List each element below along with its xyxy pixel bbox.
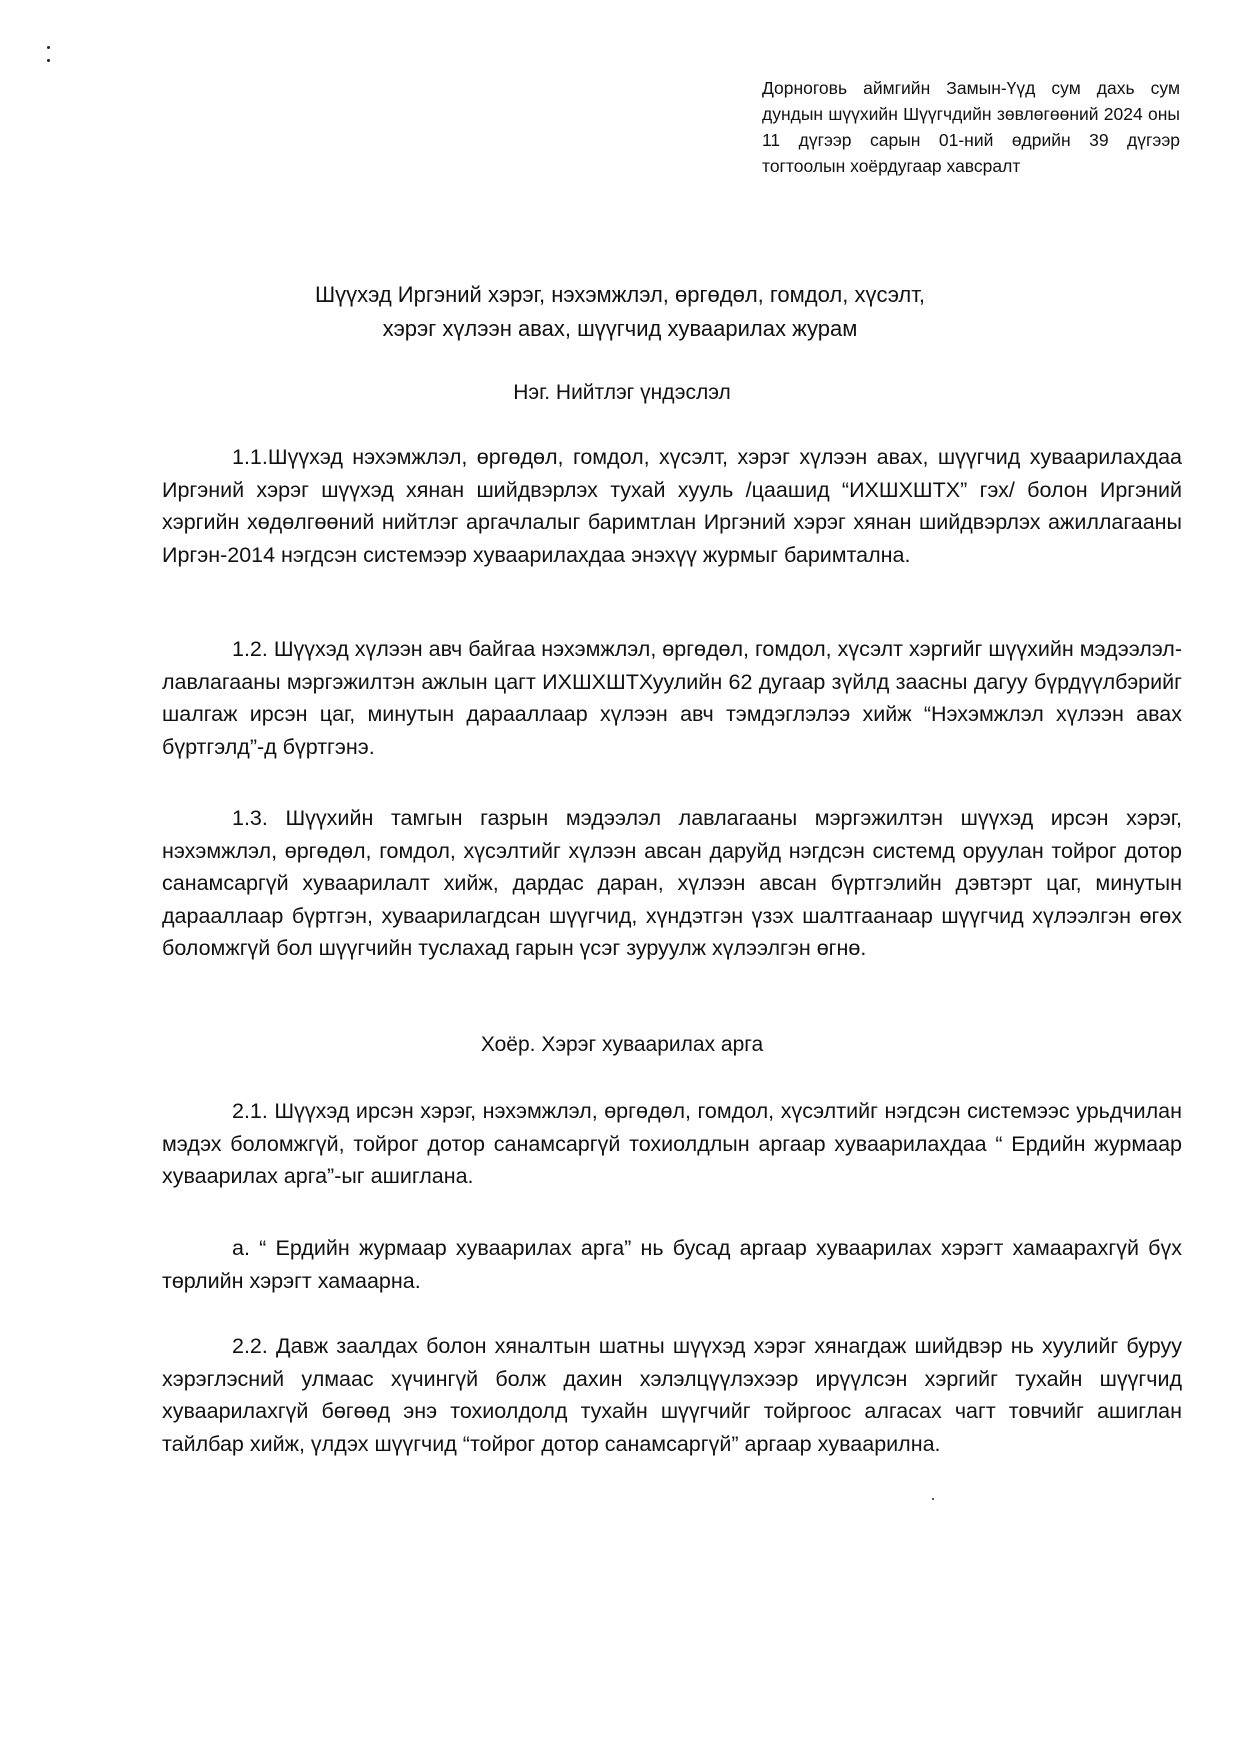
document-title-line-1: Шүүхэд Иргэний хэрэг, нэхэмжлэл, өргөдөл, гомдол, хүсэлт,: [314, 282, 926, 307]
scan-speck: [47, 59, 50, 62]
paragraph-2-2-text: 2.2. Давж заалдах болон хяналтын шатны шүүхэд хэрэг хянагдаж шийдвэр нь хуулийг буруу хэрэглэсний улмаас хүчингүй болж дахин хэлэлцүүлэхээр ирүүлсэн хэргийг тухайн шүүгчид хуваарилахгүй бөгөөд энэ тохиолдолд тухайн шүүгчийг тойргоос алгасах чагт товчийг ашиглан тайлбар хийж, үлдэх шүүгчид “тойрог дотор санамсаргүй” аргаар хуваарилна.: [162, 1334, 1182, 1456]
scan-speck: [932, 1498, 934, 1500]
section-heading-one: Нэг. Нийтлэг үндэслэл: [513, 381, 731, 404]
paragraph-1-2-text: 1.2. Шүүхэд хүлээн авч байгаа нэхэмжлэл, өргөдөл, гомдол, хүсэлт хэргийг шүүхийн мэдээлэл-лавлагааны мэргэжилтэн ажлын цагт ИХШХШТХуулийн 62 дугаар зүйлд заасны дагуу бүрдүүлбэрийг шалгаж ирсэн цаг, минутын дарааллаар хүлээн авч тэмдэглэлээ хийж “Нэхэмжлэл хүлээн авах бүртгэлд”-д бүртгэнэ.: [162, 637, 1182, 759]
scan-speck: [47, 46, 50, 49]
paragraph-2-1-text: 2.1. Шүүхэд ирсэн хэрэг, нэхэмжлэл, өргөдөл, гомдол, хүсэлтийг нэгдсэн системээс урьдчилан мэдэх боломжгүй, тойрог дотор санамсаргүй тохиолдлын аргаар хуваарилахдаа “ Ердийн журмаар хуваарилах арга”-ыг ашиглана.: [162, 1099, 1182, 1188]
paragraph-1-1: [162, 441, 1182, 571]
paragraph-1-3: [162, 802, 1182, 965]
annex-note: Дорноговь аймгийн Замын-Үүд сум дахь сум дундын шүүхийн Шүүгчдийн зөвлөгөөний 2024 оны 11 дүгээр сарын 01-ний өдрийн 39 дүгээр тогтоолын хоёрдугаар хавсралт: [762, 78, 1180, 176]
paragraph-2-1-a-text: a. “ Ердийн журмаар хуваарилах арга” нь бусад аргаар хуваарилах хэрэгт хамаарахгүй бүх төрлийн хэрэгт хамаарна.: [162, 1236, 1182, 1293]
paragraph-2-1: [162, 1095, 1182, 1193]
document-title: [250, 278, 990, 346]
paragraph-1-1-text: 1.1.Шүүхэд нэхэмжлэл, өргөдөл, гомдол, хүсэлт, хэрэг хүлээн авах, шүүгчид хуваарилахдаа Иргэний хэрэг шүүхэд хянан шийдвэрлэх тухай хууль /цаашид “ИХШХШТХ” гэх/ болон Иргэний хэргийн хөдөлгөөний нийтлэг аргачлалыг баримтлан Иргэний хэрэг хянан шийдвэрлэх ажиллагааны Иргэн-2014 нэгдсэн системээр хуваарилахдаа энэхүү журмыг баримтална.: [162, 445, 1182, 567]
section-heading-two: Хоёр. Хэрэг хуваарилах арга: [480, 1033, 764, 1056]
paragraph-2-2: [162, 1330, 1182, 1460]
document-title-line-2: хэрэг хүлээн авах, шүүгчид хуваарилах журам: [382, 316, 858, 341]
paragraph-2-1-a: [162, 1232, 1182, 1297]
paragraph-1-2: [162, 633, 1182, 763]
paragraph-1-3-text: 1.3. Шүүхийн тамгын газрын мэдээлэл лавлагааны мэргэжилтэн шүүхэд ирсэн хэрэг, нэхэмжлэл, өргөдөл, гомдол, хүсэлтийг хүлээн авсан даруйд нэгдсэн системд оруулан тойрог дотор санамсаргүй хуваарилалт хийж, дардас даран, хүлээн авсан бүртгэлийн дэвтэрт цаг, минутын дарааллаар бүртгэн, хуваарилагдсан шүүгчид, хүндэтгэн үзэх шалтгаанаар шүүгчид хүлээлгэн өгөх боломжгүй бол шүүгчийн туслахад гарын үсэг зуруулж хүлээлгэн өгнө.: [162, 806, 1182, 960]
